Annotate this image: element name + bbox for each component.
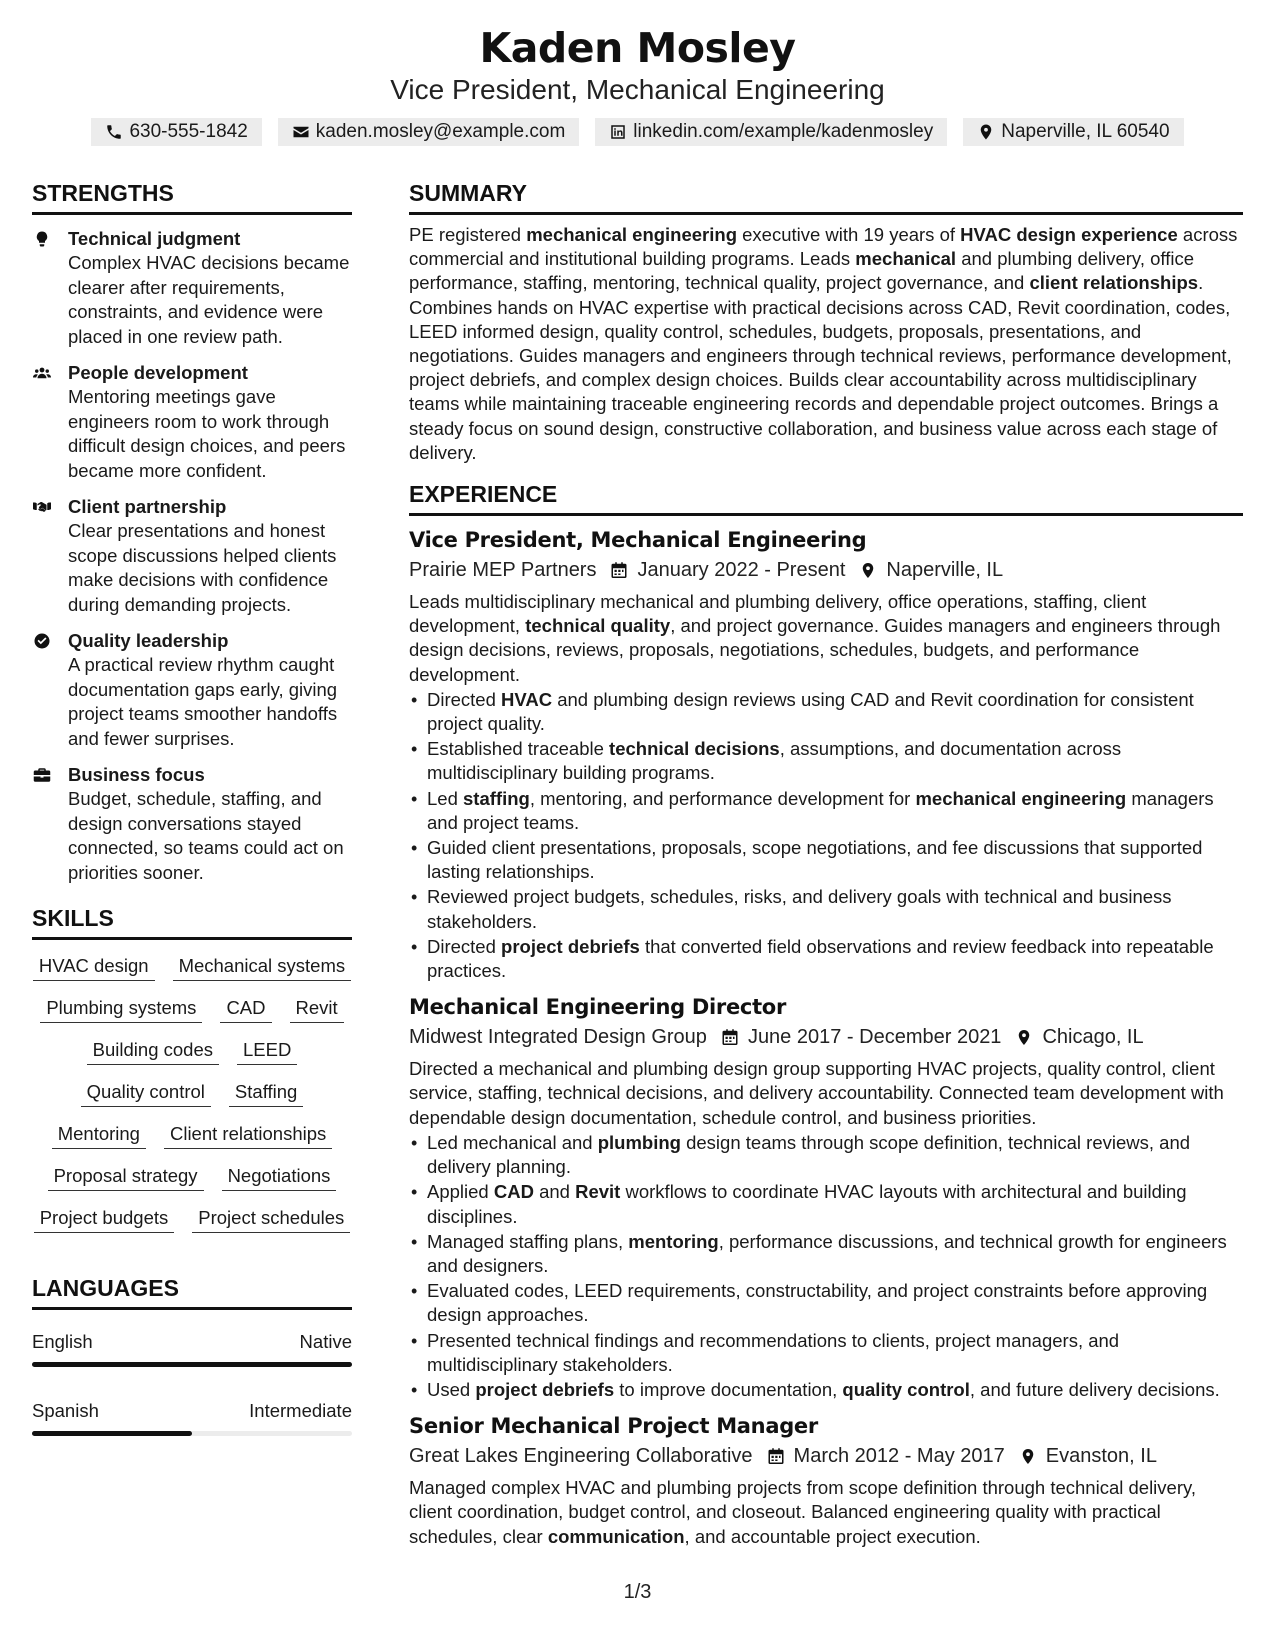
bullet-item	[427, 1378, 1243, 1402]
skill-tag: Proposal strategy	[48, 1164, 204, 1191]
job-dates: March 2012 - May 2017	[793, 1445, 1005, 1468]
body-text: , assumptions, and documentation across multidisciplinary building programs.	[427, 738, 1122, 784]
resume-header	[0, 22, 1275, 146]
body-text: Guided client presentations, proposals, scope negotiations, and fee discussions that supported lasting relationships.	[427, 837, 1203, 883]
job-location: Naperville, IL	[886, 559, 1004, 582]
bullet-item	[427, 688, 1243, 736]
strength-title: Client partnership	[68, 496, 227, 517]
job-dates: January 2022 - Present	[637, 559, 846, 582]
calendar-icon	[610, 561, 628, 580]
contact-linkedin-text: linkedin.com/example/kadenmosley	[633, 121, 934, 142]
skill-tag: Building codes	[87, 1038, 219, 1065]
job-description	[409, 1057, 1243, 1130]
bullet-item	[427, 787, 1243, 835]
body-text: Directed	[427, 688, 502, 710]
map-pin-icon	[1019, 1447, 1037, 1466]
skill-tag: Mechanical systems	[173, 954, 352, 981]
language-name: Spanish	[32, 1400, 99, 1421]
map-pin-icon	[859, 561, 877, 580]
contact-bar	[0, 118, 1275, 146]
job-company: Midwest Integrated Design Group	[409, 1026, 707, 1049]
emphasis-text: quality control	[842, 1378, 970, 1400]
contact-phone[interactable]	[91, 118, 261, 146]
body-text: workflows to coordinate HVAC layouts with architectural and building disciplines.	[427, 1181, 1187, 1227]
job-bullets	[409, 1131, 1243, 1402]
briefcase-icon	[32, 766, 52, 784]
emphasis-text: technical decisions	[609, 738, 780, 760]
map-pin-icon	[1015, 1028, 1033, 1047]
skill-tag: CAD	[220, 996, 271, 1023]
skill-tag: Mentoring	[52, 1122, 146, 1149]
job-title: Senior Mechanical Project Manager	[409, 1414, 818, 1439]
body-text: Managed staffing plans,	[427, 1230, 629, 1252]
job-meta	[409, 556, 1243, 584]
linkedin-icon	[609, 123, 627, 141]
emphasis-text: project debriefs	[501, 935, 640, 957]
emphasis-text: mechanical engineering	[915, 787, 1127, 809]
language-bar-fill	[32, 1431, 192, 1436]
skill-tag: Negotiations	[222, 1164, 337, 1191]
emphasis-text: mechanical engineering	[526, 224, 737, 245]
job-dates: June 2017 - December 2021	[747, 1026, 1002, 1049]
body-text: and	[533, 1181, 576, 1203]
calendar-icon	[767, 1447, 785, 1466]
experience-section	[409, 479, 1243, 1549]
contact-linkedin[interactable]	[595, 118, 947, 146]
summary-heading: SUMMARY	[409, 178, 1243, 215]
emphasis-text: staffing	[463, 787, 530, 809]
right-column	[409, 178, 1243, 1549]
strengths-list	[32, 227, 352, 885]
job-meta	[409, 1023, 1243, 1051]
emphasis-text: HVAC	[501, 688, 553, 710]
contact-email-text: kaden.mosley@example.com	[315, 121, 566, 142]
body-text: Applied	[427, 1181, 494, 1203]
check-circle-icon	[32, 632, 52, 650]
job-title: Mechanical Engineering Director	[409, 995, 786, 1020]
bullet-item	[427, 935, 1243, 983]
body-text: Managed complex HVAC and plumbing projects from scope definition through technical delivery, client coordination, budget control, and closeout. Balanced engineering quality with practical schedules, clear	[409, 1477, 1197, 1547]
strength-item	[32, 227, 352, 349]
contact-location-text: Naperville, IL 60540	[1001, 121, 1170, 142]
job-description	[409, 590, 1243, 687]
body-text: Used	[427, 1378, 476, 1400]
language-level: Native	[299, 1331, 352, 1352]
emphasis-text: CAD	[493, 1181, 534, 1203]
strength-title: Quality leadership	[68, 630, 229, 651]
body-text: , and future delivery decisions.	[969, 1378, 1220, 1400]
job-location: Chicago, IL	[1042, 1026, 1144, 1049]
body-text: Directed	[427, 935, 502, 957]
strength-item	[32, 495, 352, 617]
strengths-heading: STRENGTHS	[32, 178, 352, 215]
experience-list	[409, 526, 1243, 1549]
skill-tag: Plumbing systems	[40, 996, 202, 1023]
job-entry	[409, 1412, 1243, 1549]
emphasis-text: project debriefs	[475, 1378, 615, 1400]
bullet-item	[427, 1131, 1243, 1179]
candidate-name: Kaden Mosley	[479, 24, 796, 72]
strength-desc: Complex HVAC decisions became clearer after requirements, constraints, and evidence were placed in one review path.	[68, 252, 350, 347]
bullet-item	[427, 1180, 1243, 1228]
contact-email[interactable]	[278, 118, 580, 146]
emphasis-text: technical quality	[525, 615, 671, 637]
bullet-item	[427, 885, 1243, 933]
body-text: across commercial and institutional building programs. Leads	[409, 224, 1238, 270]
phone-icon	[105, 123, 123, 141]
experience-heading: EXPERIENCE	[409, 479, 1243, 516]
body-text: Led mechanical and	[427, 1131, 598, 1153]
strength-item	[32, 763, 352, 885]
language-bar-fill	[32, 1362, 352, 1367]
language-level: Intermediate	[249, 1400, 352, 1421]
skills-list	[32, 954, 352, 1233]
job-location: Evanston, IL	[1045, 1445, 1157, 1468]
lightbulb-icon	[32, 230, 52, 248]
body-text: Leads multidisciplinary mechanical and plumbing delivery, office operations, staffing, client development,	[409, 591, 1147, 637]
contact-location	[963, 118, 1183, 146]
emphasis-text: HVAC design experience	[960, 224, 1178, 245]
languages-heading: LANGUAGES	[32, 1273, 352, 1310]
summary-text	[409, 223, 1243, 465]
strength-desc: Mentoring meetings gave engineers room to work through difficult design choices, and peers became more confident.	[68, 386, 346, 481]
skills-heading: SKILLS	[32, 903, 352, 940]
map-pin-icon	[977, 123, 995, 141]
body-text: and plumbing delivery, office performance, staffing, mentoring, technical quality, project governance, and	[409, 248, 1194, 294]
strength-title: Business focus	[68, 764, 205, 785]
job-company: Great Lakes Engineering Collaborative	[409, 1445, 753, 1468]
emphasis-text: client relationships	[1029, 272, 1199, 294]
calendar-icon	[721, 1028, 739, 1047]
bullet-item	[427, 836, 1243, 884]
language-item	[32, 1330, 352, 1367]
body-text: PE registered	[409, 224, 527, 245]
skill-tag: Revit	[290, 996, 344, 1023]
body-text: Reviewed project budgets, schedules, risks, and delivery goals with technical and business stakeholders.	[427, 886, 1172, 932]
emphasis-text: mentoring	[628, 1230, 719, 1252]
body-text: , and project governance. Guides managers and engineers through design decisions, reviews, proposals, negotiations, schedules, budgets, and performance development.	[409, 615, 1221, 685]
bullet-item	[427, 737, 1243, 785]
job-entry	[409, 993, 1243, 1402]
body-text: Presented technical findings and recommendations to clients, project managers, and multidisciplinary stakeholders.	[427, 1329, 1120, 1375]
body-text: Directed a mechanical and plumbing design group supporting HVAC projects, quality control, client service, staffing, technical decisions, and delivery accountability. Connected team development with dependable design documentation, schedule control, and business priorities.	[409, 1058, 1224, 1128]
strength-item	[32, 361, 352, 483]
job-company: Prairie MEP Partners	[409, 559, 597, 582]
bullet-item	[427, 1329, 1243, 1377]
skill-tag: LEED	[237, 1038, 297, 1065]
body-text: Led	[427, 787, 464, 809]
strength-desc: A practical review rhythm caught documentation gaps early, giving project teams smoother handoffs and fewer surprises.	[68, 654, 338, 749]
strength-title: Technical judgment	[68, 228, 241, 249]
strength-desc: Clear presentations and honest scope discussions helped clients make decisions with confidence during demanding projects.	[68, 520, 337, 615]
language-name: English	[32, 1331, 93, 1352]
languages-section	[32, 1273, 352, 1436]
body-text: . Combines hands on HVAC expertise with practical decisions across CAD, Revit coordination, codes, LEED informed design, quality control, schedules, budgets, proposals, presentations, and negotiations. Guides managers and engineers through technical reviews, performance development, project debriefs, and complex design choices. Builds clear accountability across multidisciplinary teams while maintaining traceable engineering records and dependable project outcomes. Brings a steady focus on sound design, constructive collaboration, and business value across each stage of delivery.	[409, 272, 1232, 463]
skill-tag: Client relationships	[164, 1122, 332, 1149]
page-number: 1/3	[623, 1581, 652, 1603]
strength-item	[32, 629, 352, 751]
body-text: executive with 19 years of	[737, 224, 961, 245]
job-title: Vice President, Mechanical Engineering	[409, 528, 867, 553]
skill-tag: Project schedules	[192, 1206, 350, 1233]
body-text: and plumbing design reviews using CAD and Revit coordination for consistent project quality.	[427, 688, 1194, 735]
job-description	[409, 1476, 1243, 1549]
body-text: that converted field observations and review feedback into repeatable practices.	[427, 935, 1214, 982]
body-text: , performance discussions, and technical growth for engineers and designers.	[427, 1230, 1227, 1276]
body-text: managers and project teams.	[427, 787, 1214, 833]
job-meta	[409, 1442, 1243, 1470]
candidate-title: Vice President, Mechanical Engineering	[390, 74, 885, 105]
envelope-icon	[292, 123, 310, 141]
users-icon	[32, 364, 52, 382]
left-column	[32, 178, 352, 1436]
body-text: , and accountable project execution.	[684, 1525, 981, 1547]
emphasis-text: plumbing	[597, 1131, 681, 1153]
job-bullets	[409, 688, 1243, 983]
strength-title: People development	[68, 362, 248, 383]
body-text: Evaluated codes, LEED requirements, constructability, and project constraints before approving design approaches.	[427, 1280, 1208, 1326]
contact-phone-text: 630-555-1842	[129, 121, 248, 142]
emphasis-text: mechanical	[855, 248, 957, 270]
emphasis-text: communication	[547, 1525, 685, 1547]
skill-tag: Quality control	[81, 1080, 211, 1107]
skill-tag: Staffing	[229, 1080, 303, 1107]
body-text: Established traceable	[427, 738, 610, 760]
emphasis-text: Revit	[575, 1181, 621, 1203]
body-text: , mentoring, and performance development for	[529, 787, 916, 809]
skill-tag: Project budgets	[34, 1206, 175, 1233]
bullet-item	[427, 1230, 1243, 1278]
strength-desc: Budget, schedule, staffing, and design conversations stayed connected, so teams could act on priorities sooner.	[68, 788, 344, 883]
skill-tag: HVAC design	[33, 954, 155, 981]
language-bar	[32, 1431, 352, 1436]
language-bar	[32, 1362, 352, 1367]
job-entry	[409, 526, 1243, 983]
bullet-item	[427, 1279, 1243, 1327]
body-text: design teams through scope definition, technical reviews, and delivery planning.	[427, 1131, 1191, 1178]
language-item	[32, 1399, 352, 1436]
handshake-icon	[32, 498, 52, 516]
body-text: to improve documentation,	[614, 1378, 843, 1400]
